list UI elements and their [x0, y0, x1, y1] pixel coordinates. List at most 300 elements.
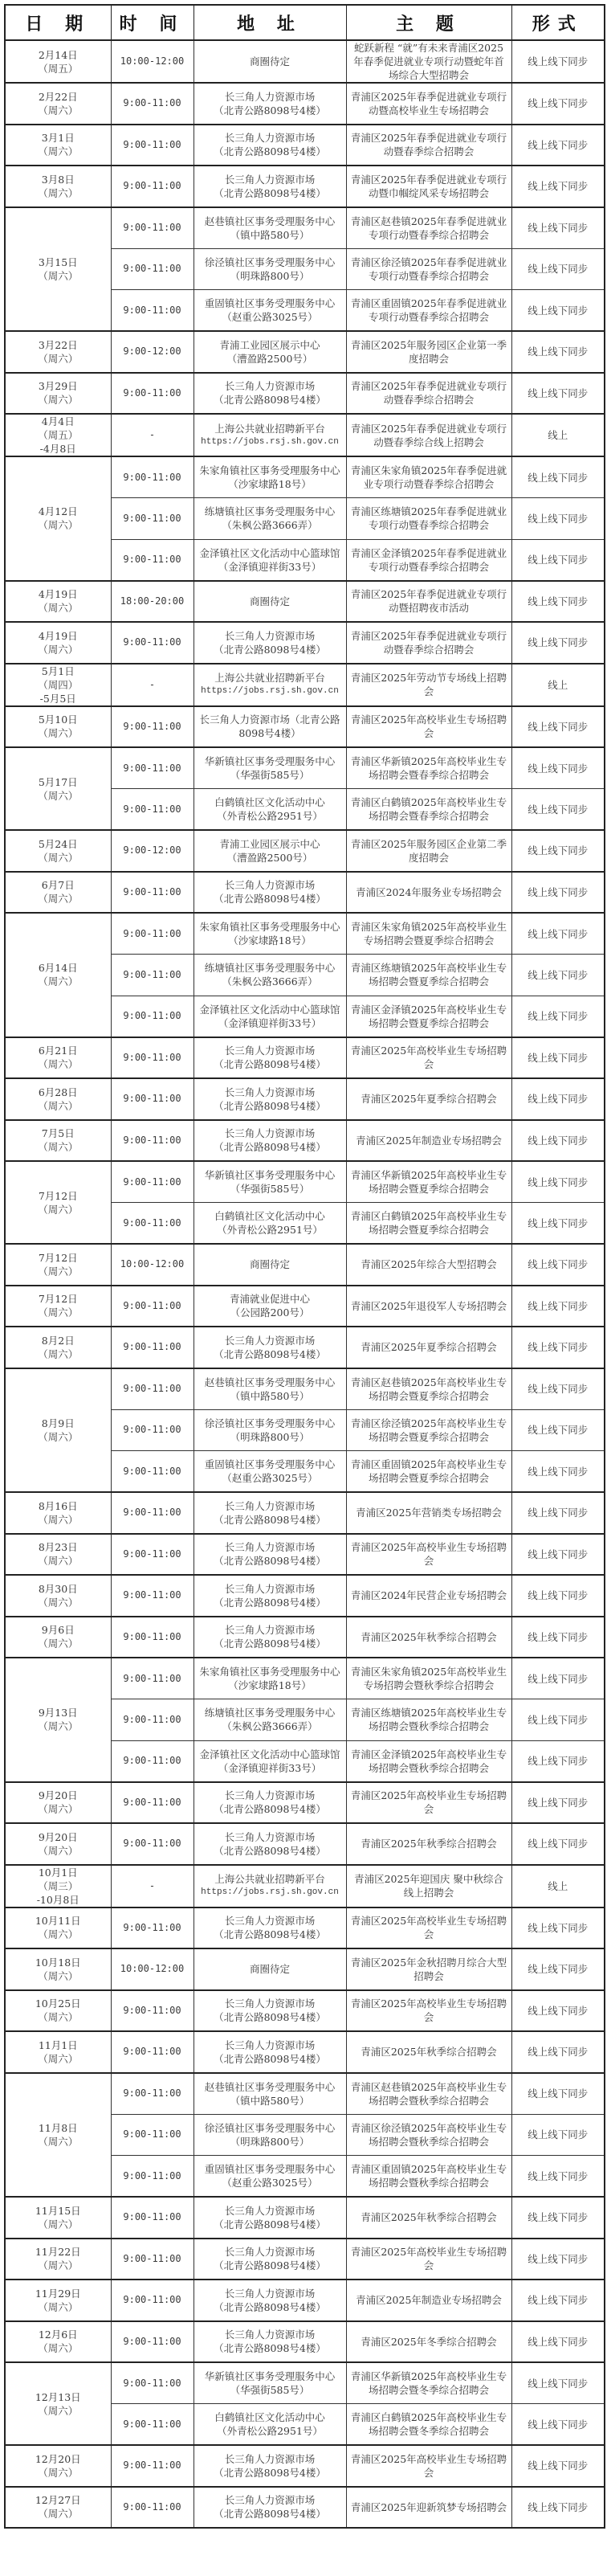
date-text: 5月17日	[38, 775, 78, 788]
table-row	[5, 830, 605, 872]
topic-cell: 青浦区2025年春季促进就业专项行动暨春季综合招聘会	[346, 125, 511, 166]
table-row	[5, 872, 605, 914]
topic-cell: 青浦区2025年服务园区企业第一季度招聘会	[346, 331, 511, 373]
place-name: 赵巷镇社区事务受理服务中心	[204, 215, 336, 227]
weekday-text: （周六）	[38, 1803, 79, 1816]
date-text: 7月5日	[41, 1127, 75, 1140]
topic-cell: 青浦区2025年迎新筑梦专场招聘会	[346, 2487, 511, 2529]
date-text: 5月10日	[38, 714, 78, 726]
time-cell: -	[111, 414, 194, 456]
table-row	[5, 2280, 605, 2321]
format-cell: 线上线下同步	[511, 166, 605, 207]
date-cell	[5, 2031, 111, 2073]
weekday-text: （周六）	[38, 893, 79, 906]
date-text: 10月25日	[35, 1997, 81, 2010]
place-cell	[194, 2280, 346, 2321]
date-cell	[5, 1327, 111, 1368]
place-address: （北青公路8098号4楼）	[214, 2300, 326, 2313]
time-cell: 9:00-11:00	[111, 125, 194, 166]
weekday-text: （周六）	[38, 1203, 79, 1216]
time-cell: 9:00-11:00	[111, 373, 194, 415]
date-cell	[5, 2280, 111, 2321]
place-name: 长三角人力资源市场	[224, 380, 316, 393]
table-row	[5, 622, 605, 664]
topic-cell: 青浦区2025年高校毕业生专场招聘会	[346, 1037, 511, 1079]
table-row	[5, 1120, 605, 1162]
table-row	[5, 2031, 605, 2073]
place-name: 华新镇社区事务受理服务中心	[204, 755, 336, 767]
time-cell: 9:00-11:00	[111, 996, 194, 1037]
place-address: （北青公路8098号4楼）	[214, 1513, 326, 1526]
weekday-text: （周六）	[38, 2342, 79, 2355]
date-cell	[5, 2487, 111, 2529]
table-row	[5, 1286, 605, 1327]
place-cell	[194, 1699, 346, 1741]
date-text: 4月19日	[38, 588, 78, 601]
date-text: 11月22日	[35, 2246, 81, 2259]
weekday-text: （周六）	[38, 727, 79, 740]
time-cell: 9:00-11:00	[111, 1286, 194, 1327]
platform-link[interactable]: https://jobs.rsj.sh.gov.cn	[201, 436, 339, 447]
place-name: 华新镇社区事务受理服务中心	[204, 1169, 336, 1181]
table-row	[5, 1823, 605, 1865]
date-cell	[5, 1658, 111, 1782]
weekday-text: （周六）	[38, 789, 79, 802]
place-name: 长三角人力资源市场	[224, 1997, 316, 2010]
platform-link[interactable]: https://jobs.rsj.sh.gov.cn	[201, 686, 339, 696]
place-address: （北青公路8098号4楼）	[214, 1347, 326, 1360]
topic-cell: 青浦区2025年制造业专场招聘会	[346, 2280, 511, 2321]
table-row	[5, 1368, 605, 1410]
format-cell: 线上线下同步	[511, 125, 605, 166]
format-cell: 线上	[511, 414, 605, 456]
format-cell: 线上线下同步	[511, 1699, 605, 1741]
place-name: 商圈待定	[249, 55, 290, 67]
table-row	[5, 83, 605, 125]
time-cell: 9:00-11:00	[111, 913, 194, 955]
place-cell	[194, 1823, 346, 1865]
place-cell	[194, 2156, 346, 2198]
place-address: （赵重公路3025号）	[222, 1472, 318, 1484]
header-time: 时 间	[111, 5, 194, 40]
place-name: 商圈待定	[249, 595, 290, 607]
weekday-text: （周六）	[38, 2011, 79, 2024]
table-row	[5, 2445, 605, 2487]
place-name: 长三角人力资源市场	[224, 2204, 316, 2217]
date-cell	[5, 2073, 111, 2198]
date-cell	[5, 1120, 111, 1162]
time-cell: 9:00-11:00	[111, 1368, 194, 1410]
date-text: 8月30日	[38, 1582, 78, 1595]
format-cell: 线上线下同步	[511, 1037, 605, 1079]
format-cell: 线上线下同步	[511, 1327, 605, 1368]
date-text: 12月6日	[38, 2329, 78, 2341]
date-cell	[5, 2445, 111, 2487]
topic-cell: 青浦区白鹤镇2025年高校毕业生专场招聘会暨春季综合招聘会	[346, 789, 511, 831]
place-name: 长三角人力资源市场	[224, 1499, 316, 1512]
date-cell	[5, 1990, 111, 2032]
topic-cell: 青浦区2025年制造业专场招聘会	[346, 1120, 511, 1162]
topic-cell: 青浦区朱家角镇2025年高校毕业生专场招聘会暨秋季综合招聘会	[346, 1658, 511, 1699]
place-name: 长三角人力资源市场	[224, 879, 316, 892]
topic-cell: 青浦区2025年高校毕业生专场招聘会	[346, 1782, 511, 1824]
format-cell: 线上线下同步	[511, 1492, 605, 1534]
format-cell: 线上线下同步	[511, 456, 605, 498]
time-cell: 9:00-11:00	[111, 1492, 194, 1534]
time-cell: 9:00-11:00	[111, 1451, 194, 1493]
place-name: 上海公共就业招聘新平台	[214, 1873, 325, 1885]
place-cell	[194, 1409, 346, 1451]
time-cell: 9:00-12:00	[111, 830, 194, 872]
table-row	[5, 40, 605, 83]
weekday-text: （周五）	[38, 429, 79, 441]
format-cell: 线上线下同步	[511, 1990, 605, 2032]
place-cell	[194, 706, 346, 748]
weekday-text: （周六）	[38, 1555, 79, 1568]
format-cell: 线上线下同步	[511, 40, 605, 83]
date-cell	[5, 456, 111, 581]
place-address: （公园路200号）	[230, 1306, 310, 1319]
topic-cell: 青浦区2025年高校毕业生专场招聘会	[346, 1907, 511, 1949]
place-address: （北青公路8098号4楼）	[214, 2011, 326, 2024]
table-row	[5, 373, 605, 415]
date-end-text: -10月8日	[36, 1893, 79, 1906]
place-address: （金泽镇迎祥街33号）	[218, 1761, 322, 1774]
topic-cell: 青浦区白鹤镇2025年高校毕业生专场招聘会暨夏季综合招聘会	[346, 1203, 511, 1245]
format-cell: 线上	[511, 1865, 605, 1907]
time-cell: 9:00-11:00	[111, 2445, 194, 2487]
date-cell	[5, 1865, 111, 1907]
place-cell	[194, 2114, 346, 2156]
place-address: （北青公路8098号4楼）	[214, 145, 326, 158]
time-cell: 9:00-11:00	[111, 1699, 194, 1741]
place-address: （北青公路8098号4楼）	[214, 104, 326, 117]
time-cell: 9:00-11:00	[111, 2239, 194, 2280]
date-cell	[5, 830, 111, 872]
place-address: （北青公路8098号4楼）	[214, 643, 326, 656]
table-row	[5, 747, 605, 789]
place-cell	[194, 248, 346, 290]
format-cell: 线上线下同步	[511, 539, 605, 581]
time-cell: 9:00-11:00	[111, 2362, 194, 2404]
format-cell: 线上线下同步	[511, 2114, 605, 2156]
place-name: 重固镇社区事务受理服务中心	[204, 1458, 336, 1470]
place-name: 青浦工业园区展示中心	[219, 837, 320, 850]
place-name: 商圈待定	[249, 1258, 290, 1271]
place-cell	[194, 166, 346, 207]
place-cell	[194, 1575, 346, 1617]
date-cell	[5, 125, 111, 166]
place-cell	[194, 1120, 346, 1162]
date-cell	[5, 40, 111, 83]
place-address: （沙家埭路18号）	[228, 934, 312, 947]
weekday-text: （周六）	[38, 1347, 79, 1360]
topic-cell: 青浦区2025年高校毕业生专场招聘会	[346, 2239, 511, 2280]
place-address: （外青松公路2951号）	[217, 810, 323, 822]
topic-cell: 青浦区练塘镇2025年高校毕业生专场招聘会暨夏季综合招聘会	[346, 955, 511, 996]
time-cell: 9:00-11:00	[111, 1161, 194, 1203]
date-text: 6月28日	[38, 1086, 78, 1098]
format-cell: 线上线下同步	[511, 2239, 605, 2280]
place-name: 青浦工业园区展示中心	[219, 338, 320, 351]
time-cell: 9:00-11:00	[111, 498, 194, 540]
date-cell	[5, 706, 111, 748]
place-name: 金泽镇社区文化活动中心篮球馆	[199, 1003, 340, 1016]
date-text: 2月22日	[38, 90, 78, 103]
place-name: 长三角人力资源市场	[224, 1127, 316, 1140]
format-cell: 线上线下同步	[511, 1120, 605, 1162]
date-cell	[5, 1575, 111, 1617]
place-name: 练塘镇社区事务受理服务中心	[204, 962, 336, 975]
format-cell: 线上线下同步	[511, 1368, 605, 1410]
format-cell: 线上线下同步	[511, 2197, 605, 2239]
place-name: 上海公共就业招聘新平台	[214, 672, 325, 684]
weekday-text: （周六）	[38, 104, 79, 117]
place-address: （北青公路8098号4楼）	[214, 893, 326, 906]
place-address: （北青公路8098号4楼）	[214, 1058, 326, 1071]
weekday-text: （周六）	[38, 2300, 79, 2313]
table-row	[5, 1078, 605, 1120]
weekday-text: （周六）	[38, 851, 79, 864]
topic-cell: 青浦区华新镇2025年高校毕业生专场招聘会暨春季综合招聘会	[346, 747, 511, 789]
place-cell	[194, 1286, 346, 1327]
date-cell	[5, 166, 111, 207]
place-name: 长三角人力资源市场	[224, 1915, 316, 1928]
platform-link[interactable]: https://jobs.rsj.sh.gov.cn	[201, 1887, 339, 1897]
table-row	[5, 331, 605, 373]
place-name: 白鹤镇社区文化活动中心	[214, 2411, 325, 2423]
topic-cell: 青浦区2025年秋季综合招聘会	[346, 2031, 511, 2073]
place-address: （明珠路800号）	[230, 2135, 310, 2148]
time-cell: 9:00-11:00	[111, 1037, 194, 1079]
place-name: 赵巷镇社区事务受理服务中心	[204, 2080, 336, 2093]
place-address: （漕盈路2500号）	[226, 352, 313, 365]
weekday-text: （周四）	[38, 678, 79, 691]
date-end-text: -4月8日	[39, 443, 76, 455]
place-name: 长三角人力资源市场	[224, 1830, 316, 1843]
place-name: 金泽镇社区文化活动中心篮球馆	[199, 546, 340, 559]
time-cell: 9:00-11:00	[111, 539, 194, 581]
table-row	[5, 1907, 605, 1949]
format-cell: 线上线下同步	[511, 1534, 605, 1576]
table-row	[5, 2362, 605, 2404]
weekday-text: （周六）	[38, 1928, 79, 1941]
table-row	[5, 1492, 605, 1534]
date-cell	[5, 2321, 111, 2363]
topic-cell: 青浦区2025年高校毕业生专场招聘会	[346, 706, 511, 748]
place-address: （沙家埭路18号）	[228, 478, 312, 490]
place-address: （明珠路800号）	[230, 269, 310, 282]
topic-cell: 青浦区练塘镇2025年高校毕业生专场招聘会暨秋季综合招聘会	[346, 1699, 511, 1741]
place-address: （朱枫公路3666弄）	[222, 975, 318, 988]
place-cell	[194, 1865, 346, 1907]
table-row	[5, 581, 605, 623]
format-cell: 线上线下同步	[511, 622, 605, 664]
format-cell: 线上线下同步	[511, 373, 605, 415]
place-cell	[194, 456, 346, 498]
time-cell: 9:00-11:00	[111, 2031, 194, 2073]
place-address: （北青公路8098号4楼）	[214, 1141, 326, 1154]
format-cell: 线上线下同步	[511, 830, 605, 872]
place-name: 长三角人力资源市场（北青公路8098号4楼）	[199, 714, 340, 740]
date-cell	[5, 1782, 111, 1824]
date-cell	[5, 1286, 111, 1327]
schedule-table	[4, 4, 605, 2529]
place-address: （北青公路8098号4楼）	[214, 186, 326, 199]
topic-cell: 青浦区重固镇2025年高校毕业生专场招聘会暨夏季综合招聘会	[346, 1451, 511, 1493]
place-cell	[194, 1244, 346, 1286]
topic-cell: 青浦区2025年劳动节专场线上招聘会	[346, 664, 511, 706]
table-row	[5, 2239, 605, 2280]
date-cell	[5, 331, 111, 373]
place-cell	[194, 1078, 346, 1120]
table-row	[5, 1617, 605, 1658]
weekday-text: （周六）	[38, 1430, 79, 1443]
date-text: 3月22日	[38, 338, 78, 351]
place-name: 练塘镇社区事务受理服务中心	[204, 505, 336, 518]
date-text: 11月8日	[38, 2121, 78, 2134]
place-name: 长三角人力资源市场	[224, 1624, 316, 1637]
place-name: 长三角人力资源市场	[224, 2494, 316, 2507]
topic-cell: 青浦区2025年秋季综合招聘会	[346, 2197, 511, 2239]
date-cell	[5, 1948, 111, 1990]
time-cell: 9:00-11:00	[111, 2073, 194, 2115]
place-name: 朱家角镇社区事务受理服务中心	[199, 464, 340, 476]
format-cell: 线上线下同步	[511, 1617, 605, 1658]
place-name: 赵巷镇社区事务受理服务中心	[204, 1376, 336, 1388]
place-name: 徐泾镇社区事务受理服务中心	[204, 1417, 336, 1429]
format-cell: 线上线下同步	[511, 2321, 605, 2363]
format-cell: 线上线下同步	[511, 913, 605, 955]
weekday-text: （周六）	[38, 352, 79, 365]
place-cell	[194, 622, 346, 664]
place-address: （北青公路8098号4楼）	[214, 2466, 326, 2479]
place-address: （北青公路8098号4楼）	[214, 2342, 326, 2355]
topic-cell: 青浦区赵巷镇2025年高校毕业生专场招聘会暨夏季综合招聘会	[346, 1368, 511, 1410]
topic-cell: 青浦区2025年夏季综合招聘会	[346, 1327, 511, 1368]
format-cell: 线上线下同步	[511, 1203, 605, 1245]
topic-cell: 青浦区朱家角镇2025年高校毕业生专场招聘会暨夏季综合招聘会	[346, 913, 511, 955]
place-cell	[194, 1534, 346, 1576]
place-name: 长三角人力资源市场	[224, 2329, 316, 2341]
topic-cell: 青浦区2025年春季促进就业专项行动暨招聘夜市活动	[346, 581, 511, 623]
weekday-text: （周六）	[38, 1306, 79, 1319]
place-cell	[194, 1327, 346, 1368]
place-cell	[194, 1948, 346, 1990]
place-address: （朱枫公路3666弄）	[222, 519, 318, 532]
format-cell: 线上线下同步	[511, 248, 605, 290]
time-cell: 9:00-11:00	[111, 1120, 194, 1162]
topic-cell: 青浦区金泽镇2025年高校毕业生专场招聘会暨夏季综合招聘会	[346, 996, 511, 1037]
place-cell	[194, 1492, 346, 1534]
format-cell: 线上线下同步	[511, 1907, 605, 1949]
time-cell: 10:00-12:00	[111, 1948, 194, 1990]
date-text: 4月19日	[38, 629, 78, 642]
weekday-text: （周六）	[38, 1099, 79, 1112]
time-cell: 9:00-11:00	[111, 2156, 194, 2198]
format-cell: 线上线下同步	[511, 1244, 605, 1286]
date-text: 3月8日	[41, 173, 75, 186]
date-text: 6月14日	[38, 962, 78, 975]
table-row	[5, 1037, 605, 1079]
date-text: 12月27日	[35, 2494, 81, 2507]
place-cell	[194, 1658, 346, 1699]
time-cell: 9:00-11:00	[111, 2404, 194, 2446]
date-cell	[5, 622, 111, 664]
place-name: 重固镇社区事务受理服务中心	[204, 2163, 336, 2175]
topic-cell: 青浦区2024年服务业专场招聘会	[346, 872, 511, 914]
place-cell	[194, 2031, 346, 2073]
weekday-text: （周六）	[38, 145, 79, 158]
place-name: 白鹤镇社区文化活动中心	[214, 796, 325, 808]
place-address: （赵重公路3025号）	[222, 2177, 318, 2189]
weekday-text: （周六）	[38, 602, 79, 615]
format-cell: 线上线下同步	[511, 2404, 605, 2446]
place-name: 朱家角镇社区事务受理服务中心	[199, 1666, 340, 1678]
time-cell: 9:00-11:00	[111, 207, 194, 249]
time-cell: 9:00-11:00	[111, 622, 194, 664]
time-cell: 9:00-11:00	[111, 706, 194, 748]
weekday-text: （周六）	[38, 975, 79, 988]
format-cell: 线上	[511, 664, 605, 706]
topic-cell: 青浦区2025年高校毕业生专场招聘会	[346, 1990, 511, 2032]
date-text: 7月12日	[38, 1293, 78, 1306]
format-cell: 线上线下同步	[511, 955, 605, 996]
place-name: 徐泾镇社区事务受理服务中心	[204, 256, 336, 268]
place-cell	[194, 2362, 346, 2404]
place-cell	[194, 955, 346, 996]
table-body	[5, 40, 605, 2528]
topic-cell: 青浦区2025年春季促进就业专项行动暨高校毕业生专场招聘会	[346, 83, 511, 125]
weekday-text: （周六）	[38, 2508, 79, 2521]
date-text: 9月20日	[38, 1830, 78, 1843]
table-row	[5, 125, 605, 166]
date-cell	[5, 2362, 111, 2445]
date-text: 4月12日	[38, 505, 78, 518]
place-cell	[194, 83, 346, 125]
place-cell	[194, 2487, 346, 2529]
format-cell: 线上线下同步	[511, 2445, 605, 2487]
format-cell: 线上线下同步	[511, 2280, 605, 2321]
place-address: （镇中路580号）	[230, 228, 310, 241]
place-address: （明珠路800号）	[230, 1430, 310, 1443]
format-cell: 线上线下同步	[511, 2487, 605, 2529]
time-cell: -	[111, 1865, 194, 1907]
time-cell: 9:00-11:00	[111, 1534, 194, 1576]
format-cell: 线上线下同步	[511, 996, 605, 1037]
table-row	[5, 1658, 605, 1699]
time-cell: 9:00-11:00	[111, 248, 194, 290]
time-cell: 9:00-11:00	[111, 1990, 194, 2032]
date-text: 3月15日	[38, 256, 78, 268]
date-cell	[5, 207, 111, 332]
time-cell: 9:00-11:00	[111, 456, 194, 498]
place-address: （华强街585号）	[230, 1183, 310, 1195]
format-cell: 线上线下同步	[511, 1575, 605, 1617]
table-row	[5, 1327, 605, 1368]
table-row	[5, 1575, 605, 1617]
topic-cell: 青浦区赵巷镇2025年春季促进就业专项行动暨春季综合招聘会	[346, 207, 511, 249]
time-cell: 9:00-11:00	[111, 1823, 194, 1865]
date-cell	[5, 1037, 111, 1079]
job-fair-schedule	[4, 4, 605, 2529]
place-cell	[194, 125, 346, 166]
format-cell: 线上线下同步	[511, 2031, 605, 2073]
table-row	[5, 1244, 605, 1286]
date-text: 8月23日	[38, 1541, 78, 1554]
place-address: （北青公路8098号4楼）	[214, 1099, 326, 1112]
weekday-text: （周六）	[38, 1141, 79, 1154]
